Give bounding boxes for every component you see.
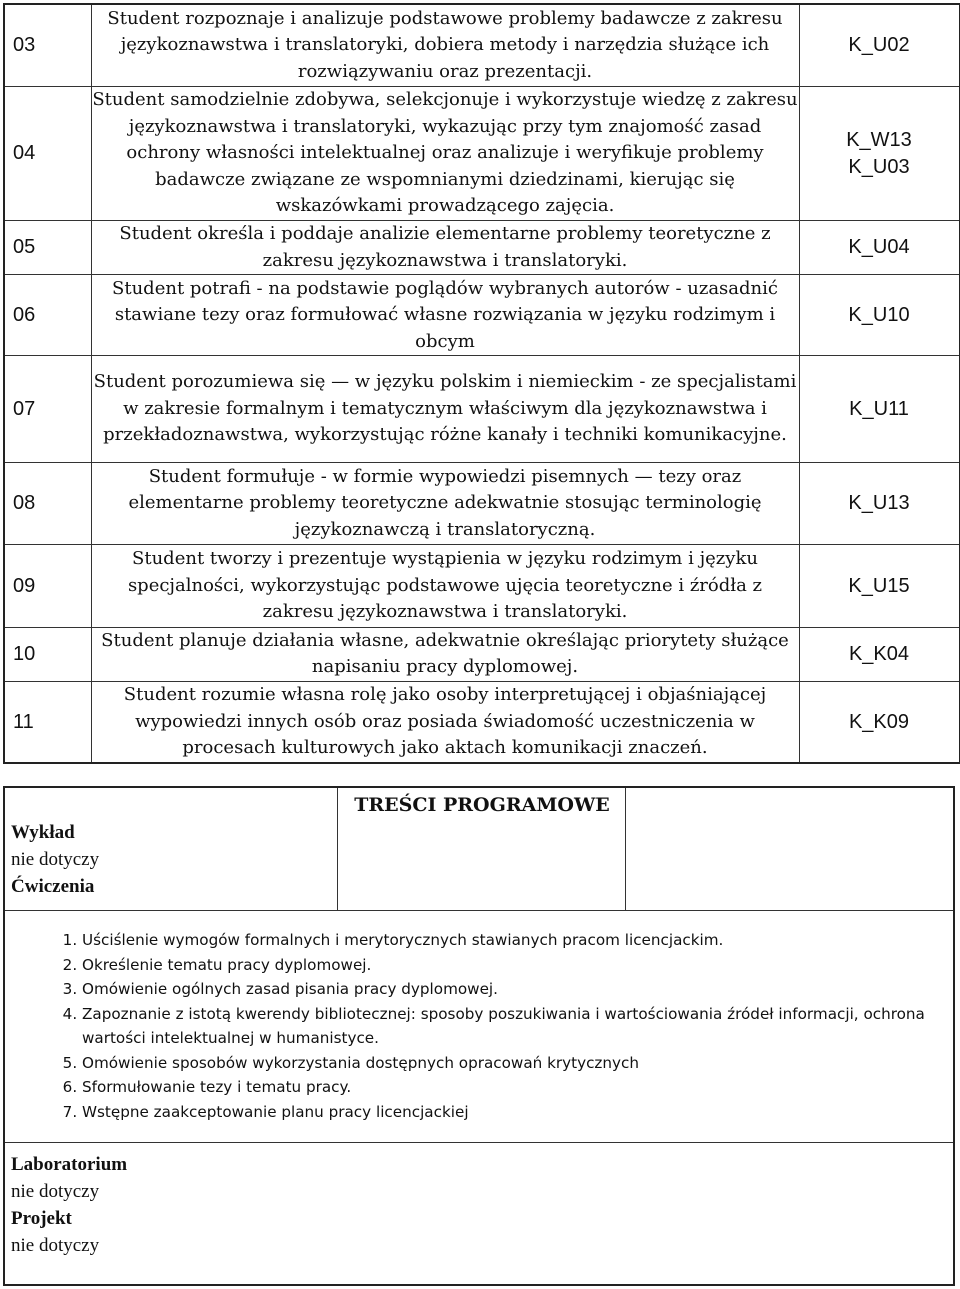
list-item: 2. Określenie tematu pracy dyplomowej. [82, 953, 960, 978]
table-row [4, 4, 960, 86]
outcome-codes [799, 462, 960, 544]
learning-outcomes-table [3, 3, 960, 764]
outcome-number: 08 [4, 462, 91, 544]
outcome-code: K_K04 [848, 642, 910, 665]
topics-list [45, 928, 960, 1124]
outcome-code: K_U10 [848, 303, 910, 326]
outcome-codes [799, 221, 960, 275]
laboratory-label: Laboratorium [11, 1154, 128, 1175]
outcome-description: Student porozumiewa się — w języku polskim i niemieckim - ze specjalistami w zakresie formalnym i tematycznym właściwym dla językoznawstwa i przekładoznawstwa, wykorzystując różne kanały i techniki komunikacyjne. [91, 356, 799, 463]
outcome-number: 06 [4, 275, 91, 356]
outcome-codes [799, 86, 960, 220]
outcome-code: K_U03 [848, 155, 910, 178]
lecture-label: Wykład [11, 822, 75, 843]
outcome-codes [799, 275, 960, 356]
outcome-description: Student potrafi - na podstawie poglądów wybranych autorów - uzasadnić stawiane tezy oraz formułować własne rozwiązania w języku rodzimym i obcym [91, 275, 799, 356]
outcome-code: K_U11 [849, 397, 909, 420]
outcome-description: Student samodzielnie zdobywa, selekcjonuje i wykorzystuje wiedzę z zakresu językoznawstwa i translatoryki, wykazując przy tym znajomość zasad ochrony własności intelektualnej oraz analizuje i weryfikuje problemy badawcze związane ze wspomnianymi dziedzinami, kierując się wskazówkami prowadzącego zajęcia. [91, 86, 799, 220]
outcome-number: 10 [4, 627, 91, 681]
project-label: Projekt [11, 1208, 72, 1229]
outcome-number: 07 [4, 356, 91, 463]
outcome-code: K_W13 [846, 128, 912, 151]
program-title: TREŚCI PROGRAMOWE [354, 794, 610, 816]
outcome-number: 11 [4, 682, 91, 764]
outcome-number: 04 [4, 86, 91, 220]
outcome-codes [799, 4, 960, 86]
table-row [4, 627, 960, 681]
outcome-code: K_U15 [848, 574, 910, 597]
project-value: nie dotyczy [11, 1235, 100, 1256]
lab-separator [5, 1142, 953, 1143]
list-item: 1. Uściślenie wymogów formalnych i merytorycznych stawianych pracom licencjackim. [82, 928, 960, 953]
program-content-box [3, 786, 955, 1286]
outcome-number: 05 [4, 221, 91, 275]
table-row [4, 356, 960, 463]
table-row [4, 462, 960, 544]
outcome-description: Student tworzy i prezentuje wystąpienia w języku rodzimym i języku specjalności, wykorzystując podstawowe ujęcia teoretyczne i źródła z zakresu językoznawstwa i translatoryki. [91, 545, 799, 627]
outcomes-table-body [4, 4, 960, 763]
table-row [4, 221, 960, 275]
table-row [4, 545, 960, 627]
outcome-codes [799, 682, 960, 764]
list-item: 7. Wstępne zaakceptowanie planu pracy licencjackiej [82, 1100, 960, 1125]
program-header-row [5, 788, 953, 911]
outcome-description: Student określa i poddaje analizie elementarne problemy teoretyczne z zakresu językoznawstwa i translatoryki. [91, 221, 799, 275]
outcome-description: Student planuje działania własne, adekwatnie określając priorytety służące napisaniu pracy dyplomowej. [91, 627, 799, 681]
outcome-codes [799, 627, 960, 681]
outcome-code: K_K09 [848, 710, 910, 733]
outcome-codes [799, 545, 960, 627]
outcome-description: Student formułuje - w formie wypowiedzi pisemnych — tezy oraz elementarne problemy teoretyczne adekwatnie stosując terminologię językoznawczą i translatoryczną. [91, 462, 799, 544]
exercises-label: Ćwiczenia [11, 876, 95, 897]
outcome-code: K_U02 [848, 33, 910, 56]
laboratory-value: nie dotyczy [11, 1181, 100, 1202]
outcome-description: Student rozumie własna rolę jako osoby interpretującej i objaśniającej wypowiedzi innych osób oraz posiada świadomość uczestniczenia w procesach kulturowych jako aktach komunikacji znaczeń. [91, 682, 799, 764]
outcome-codes [799, 356, 960, 463]
outcome-code: K_U04 [848, 236, 910, 259]
list-item: 6. Sformułowanie tezy i tematu pracy. [82, 1075, 960, 1100]
table-row [4, 86, 960, 220]
outcome-description: Student rozpoznaje i analizuje podstawowe problemy badawcze z zakresu językoznawstwa i translatoryki, dobiera metody i narzędzia służące ich rozwiązywaniu oraz prezentacji. [91, 4, 799, 86]
list-item: 5. Omówienie sposobów wykorzystania dostępnych opracowań krytycznych [82, 1051, 960, 1076]
outcome-code: K_U13 [848, 492, 910, 515]
list-item: 3. Omówienie ogólnych zasad pisania pracy dyplomowej. [82, 977, 960, 1002]
outcome-number: 03 [4, 4, 91, 86]
table-row [4, 275, 960, 356]
list-item: 4. Zapoznanie z istotą kwerendy bibliotecznej: sposoby poszukiwania i wartościowania źródeł informacji, ochrona wartości intelektualnej w humanistyce. [82, 1002, 960, 1051]
lecture-value: nie dotyczy [11, 849, 100, 870]
outcome-number: 09 [4, 545, 91, 627]
table-row [4, 682, 960, 764]
